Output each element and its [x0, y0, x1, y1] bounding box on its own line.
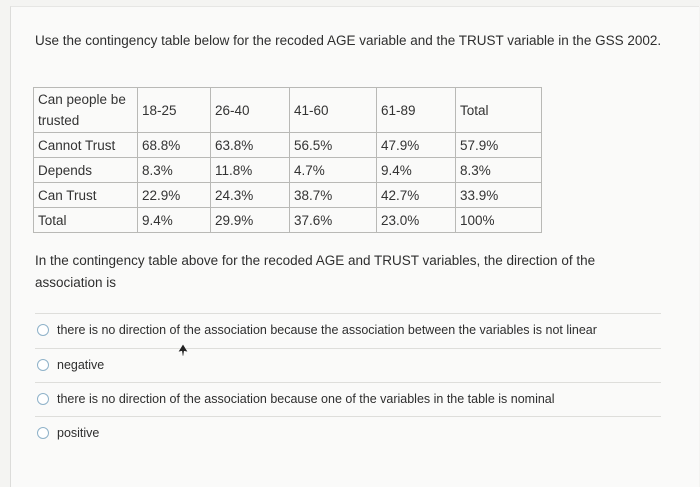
header-cell: Can people be trusted: [34, 88, 138, 133]
header-cell: 41-60: [290, 88, 377, 133]
table-cell: 38.7%: [290, 183, 377, 208]
table-cell: 23.0%: [377, 208, 456, 233]
table-row: [34, 133, 542, 158]
table-cell: 8.3%: [456, 158, 542, 183]
table-cell: 24.3%: [211, 183, 290, 208]
table-cell: 57.9%: [456, 133, 542, 158]
radio-button[interactable]: [37, 324, 49, 336]
row-label: Can Trust: [34, 183, 138, 208]
table-row: [34, 158, 542, 183]
radio-button[interactable]: [37, 427, 49, 439]
table-cell: 47.9%: [377, 133, 456, 158]
table-header-row: [34, 88, 542, 133]
table-cell: 22.9%: [138, 183, 211, 208]
option-negative[interactable]: [37, 358, 104, 372]
option-positive[interactable]: [37, 426, 99, 440]
option-divider: [35, 313, 661, 314]
table-cell: 9.4%: [138, 208, 211, 233]
table-cell: 63.8%: [211, 133, 290, 158]
question-text: In the contingency table above for the recoded AGE and TRUST variables, the direction of the association is: [35, 253, 596, 290]
option-label: there is no direction of the association because the association between the variables is not linear: [57, 323, 597, 337]
option-label: there is no direction of the association because one of the variables in the table is nominal: [57, 392, 555, 406]
header-cell: Total: [456, 88, 542, 133]
option-divider: [35, 416, 661, 417]
table-cell: 100%: [456, 208, 542, 233]
table-cell: 11.8%: [211, 158, 290, 183]
radio-button[interactable]: [37, 393, 49, 405]
table-cell: 4.7%: [290, 158, 377, 183]
intro-text: Use the contingency table below for the recoded AGE variable and the TRUST variable in the GSS 2002.: [35, 33, 662, 48]
table-cell: 8.3%: [138, 158, 211, 183]
option-divider: [35, 348, 661, 349]
option-divider: [35, 382, 661, 383]
table-cell: 33.9%: [456, 183, 542, 208]
option-no-direction-nominal[interactable]: [37, 392, 555, 406]
table-cell: 37.6%: [290, 208, 377, 233]
question-card: [10, 6, 699, 487]
option-no-direction-not-linear[interactable]: [37, 323, 597, 337]
table-cell: 68.8%: [138, 133, 211, 158]
table-cell: 42.7%: [377, 183, 456, 208]
row-label: Total: [34, 208, 138, 233]
table-row: [34, 208, 542, 233]
option-label: positive: [57, 426, 100, 440]
radio-button[interactable]: [37, 359, 49, 371]
table-cell: 29.9%: [211, 208, 290, 233]
table-row: [34, 183, 542, 208]
contingency-table: [33, 87, 542, 233]
header-cell: 61-89: [377, 88, 456, 133]
header-cell: 18-25: [138, 88, 211, 133]
mouse-cursor-icon: [176, 343, 190, 357]
row-label: Depends: [34, 158, 138, 183]
row-label: Cannot Trust: [34, 133, 138, 158]
table-cell: 56.5%: [290, 133, 377, 158]
header-cell: 26-40: [211, 88, 290, 133]
table-cell: 9.4%: [377, 158, 456, 183]
option-label: negative: [57, 358, 105, 372]
